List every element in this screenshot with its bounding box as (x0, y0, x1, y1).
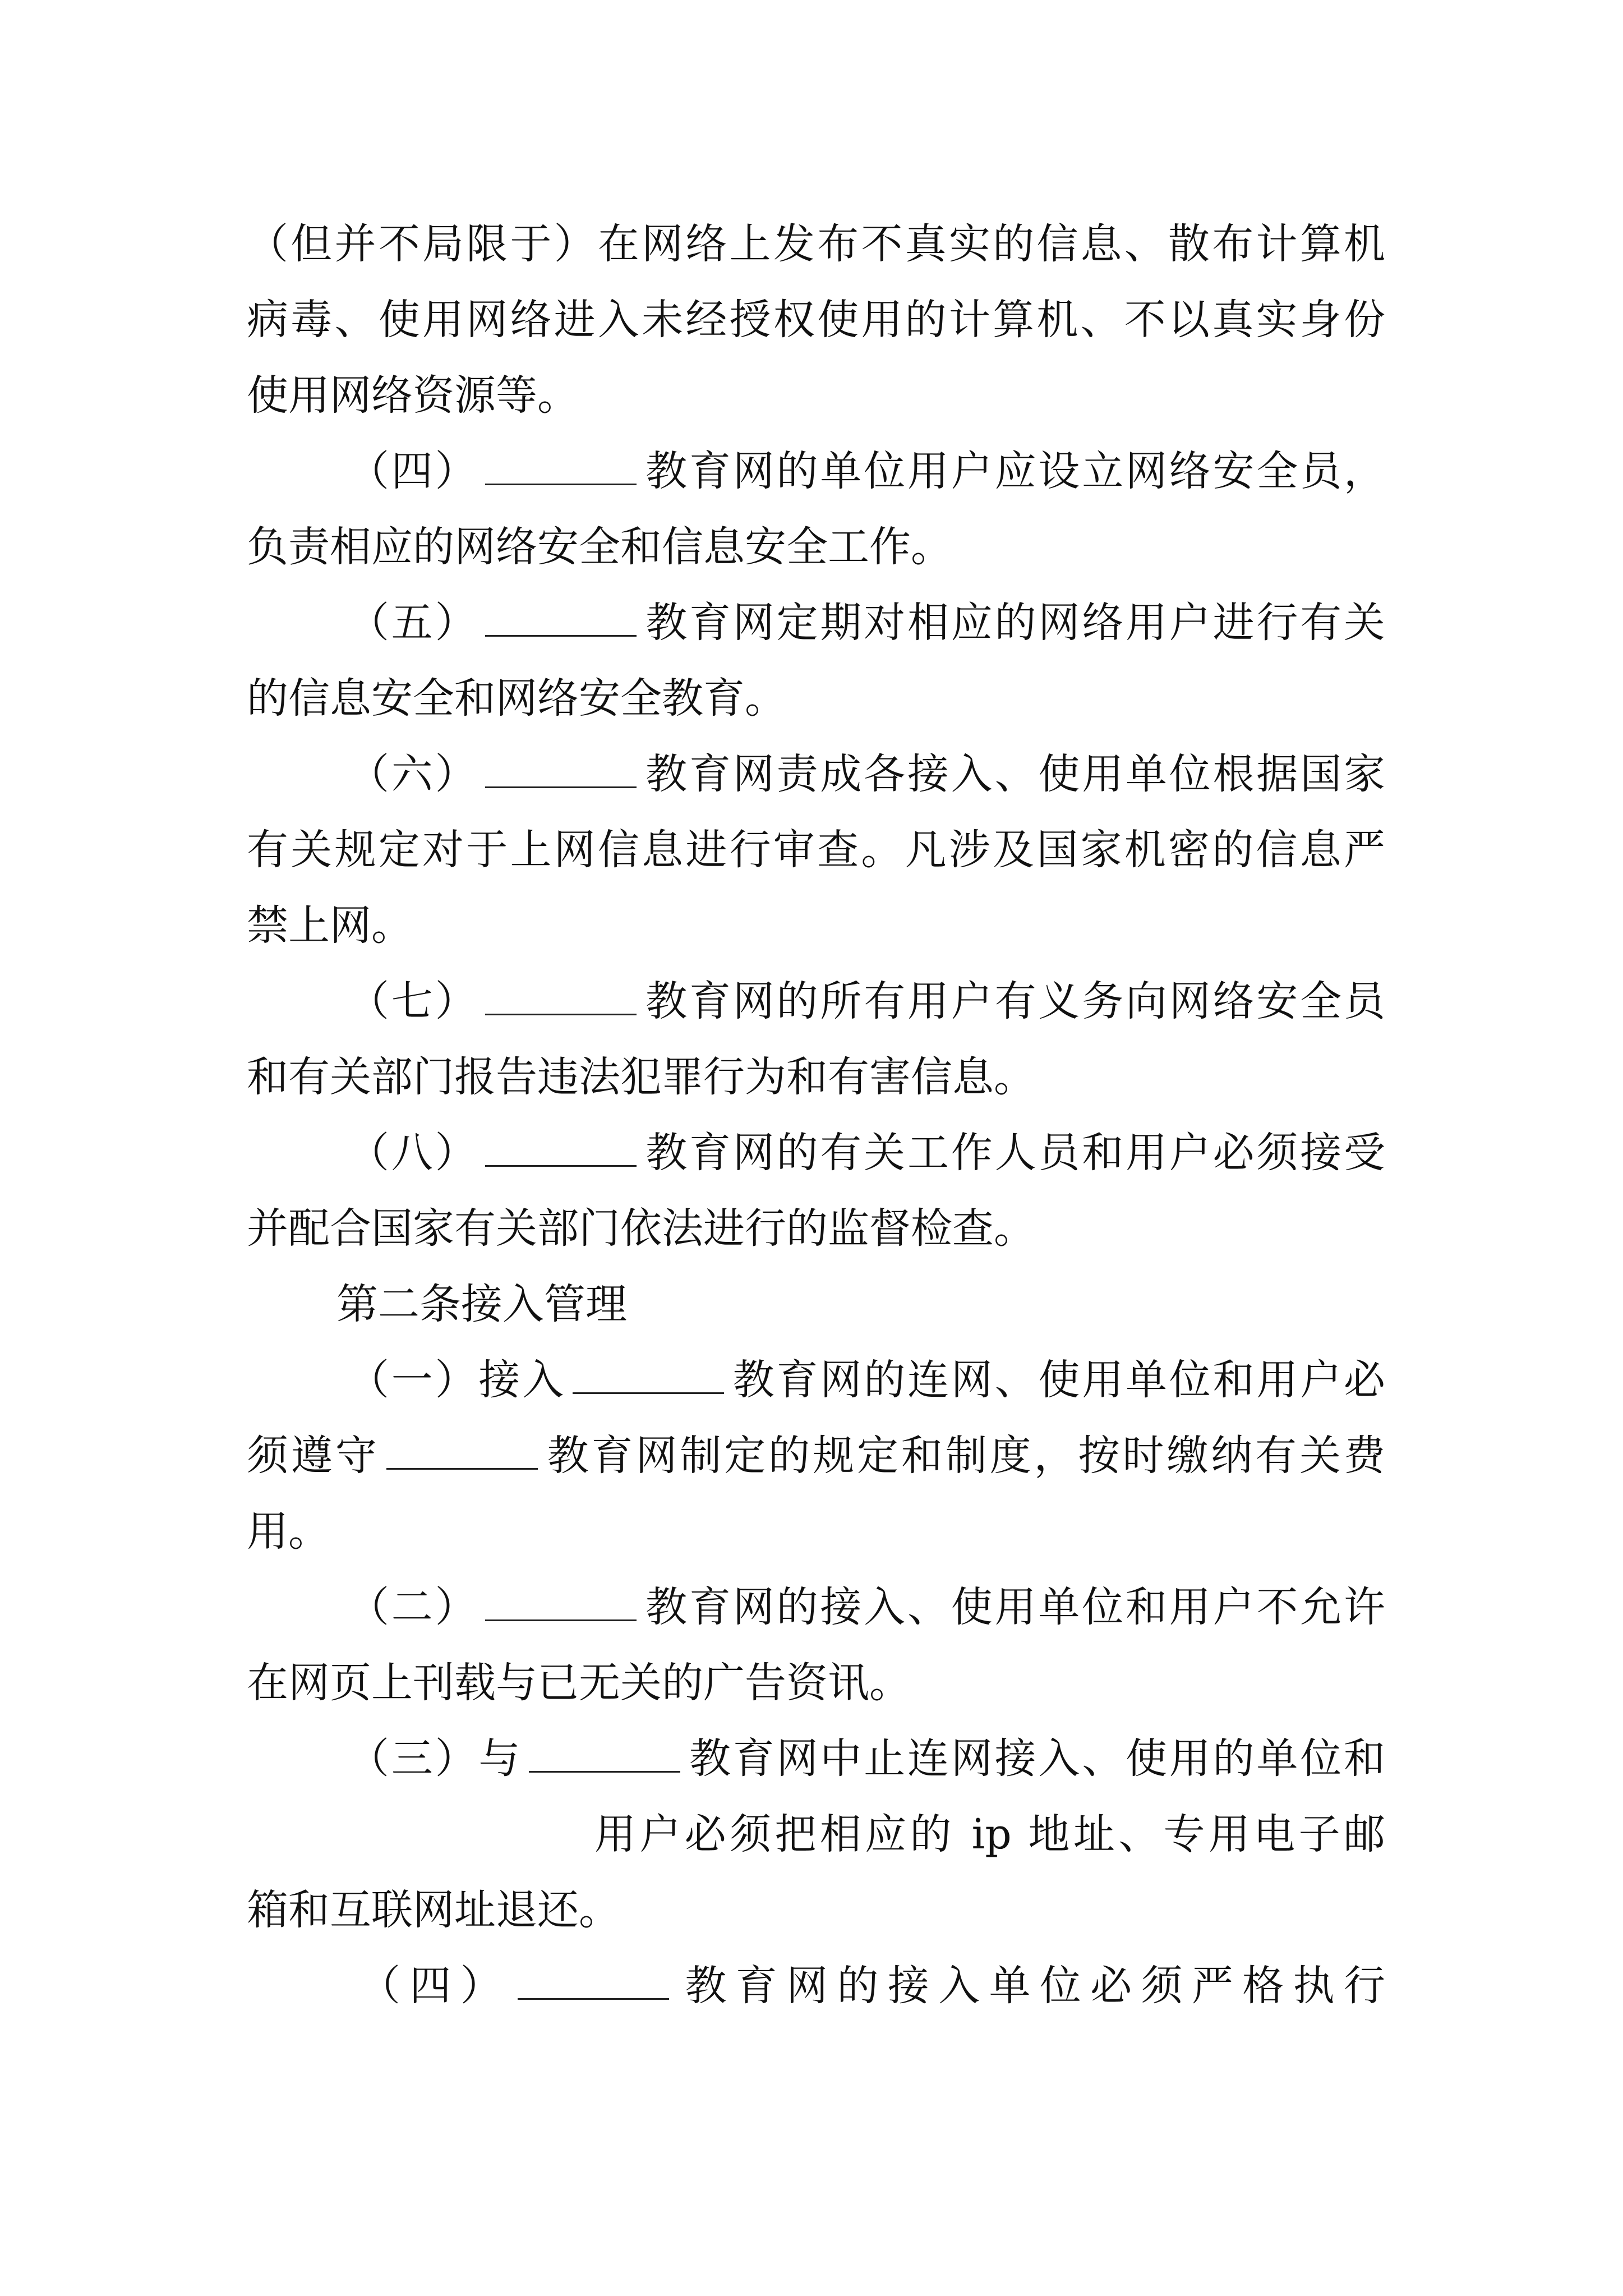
item-number: （五） (348, 599, 479, 647)
line-text: 用。 (247, 1507, 330, 1556)
fill-blank (485, 601, 637, 637)
line-text: 使用网络资源等。 (247, 371, 579, 420)
paragraph-start-line (348, 965, 1385, 1038)
line-text: 须遵守 (247, 1432, 380, 1480)
fill-blank (529, 1737, 680, 1773)
line-text: 在网页上刊载与已无关的广告资讯。 (247, 1659, 911, 1707)
fill-blank (485, 450, 637, 485)
line-text: 教育网中止连网接入、使用的单位和 (687, 1734, 1385, 1783)
text-line (247, 1646, 1385, 1719)
paragraph-start-line (348, 1722, 1385, 1795)
paragraph-start-line (359, 1949, 1385, 2022)
text-line (247, 208, 1385, 280)
text-line (247, 1874, 1385, 1947)
text-line (247, 1192, 1385, 1265)
paragraph-start-line (348, 586, 1385, 659)
paragraph-start-line (348, 1343, 1385, 1416)
fill-blank (573, 1359, 724, 1394)
line-text: 教育网的单位用户应设立网络安全员， (643, 447, 1385, 495)
paragraph-start-line (348, 435, 1385, 508)
line-text: 教育网定期对相应的网络用户进行有关 (643, 599, 1385, 647)
text-line (247, 889, 1385, 962)
paragraph-start-line (348, 1571, 1385, 1644)
text-line (247, 813, 1385, 886)
line-text: （但并不局限于）在网络上发布不真实的信息、散布计算机 (247, 220, 1385, 268)
fill-blank (485, 1586, 637, 1621)
article-heading (336, 1268, 1385, 1341)
text-line (247, 283, 1385, 356)
line-text: 和有关部门报告违法犯罪行为和有害信息。 (247, 1053, 1035, 1101)
fill-blank (518, 1964, 669, 2000)
line-text: 有关规定对于上网信息进行审查。凡涉及国家机密的信息严 (247, 826, 1385, 874)
line-text: 教育网的有关工作人员和用户必须接受 (643, 1129, 1385, 1177)
line-text: 用户必须把相应的 ip 地址、专用电子邮 (594, 1810, 1385, 1858)
line-text: 教育网责成各接入、使用单位根据国家 (643, 750, 1385, 798)
item-number: （一）接入 (348, 1356, 566, 1404)
fill-blank (485, 753, 637, 788)
line-text: 病毒、使用网络进入未经授权使用的计算机、不以真实身份 (247, 296, 1385, 344)
text-line (247, 359, 1385, 432)
line-text: 教育网的接入单位必须严格执行 (676, 1962, 1385, 2010)
line-text: 教育网的连网、使用单位和用户必 (731, 1356, 1385, 1404)
item-number: （四） (359, 1962, 511, 2010)
article-title: 第二条接入管理 (336, 1280, 627, 1328)
line-text: 教育网制定的规定和制度，按时缴纳有关费 (544, 1432, 1385, 1480)
line-text: 教育网的所有用户有义务向网络安全员 (643, 977, 1385, 1025)
item-number: （七） (348, 977, 479, 1025)
text-line (247, 1041, 1385, 1114)
text-line (247, 510, 1385, 583)
item-number: （四） (348, 447, 479, 495)
item-number: （三）与 (348, 1734, 523, 1783)
fill-blank (386, 1434, 538, 1470)
line-text: 并配合国家有关部门依法进行的监督检查。 (247, 1204, 1035, 1253)
text-line (594, 1798, 1385, 1871)
line-text: 教育网的接入、使用单位和用户不允许 (643, 1583, 1385, 1631)
text-line (247, 662, 1385, 735)
item-number: （六） (348, 750, 479, 798)
line-text: 禁上网。 (247, 901, 413, 950)
fill-blank (485, 1131, 637, 1167)
text-line (247, 1495, 1385, 1568)
paragraph-start-line (348, 738, 1385, 811)
paragraph-start-line (348, 1116, 1385, 1189)
line-text: 负责相应的网络安全和信息安全工作。 (247, 523, 952, 571)
line-text: 箱和互联网址退还。 (247, 1886, 620, 1934)
item-number: （二） (348, 1583, 479, 1631)
text-line (247, 1419, 1385, 1492)
fill-blank (485, 980, 637, 1015)
item-number: （八） (348, 1129, 479, 1177)
line-text: 的信息安全和网络安全教育。 (247, 674, 786, 723)
